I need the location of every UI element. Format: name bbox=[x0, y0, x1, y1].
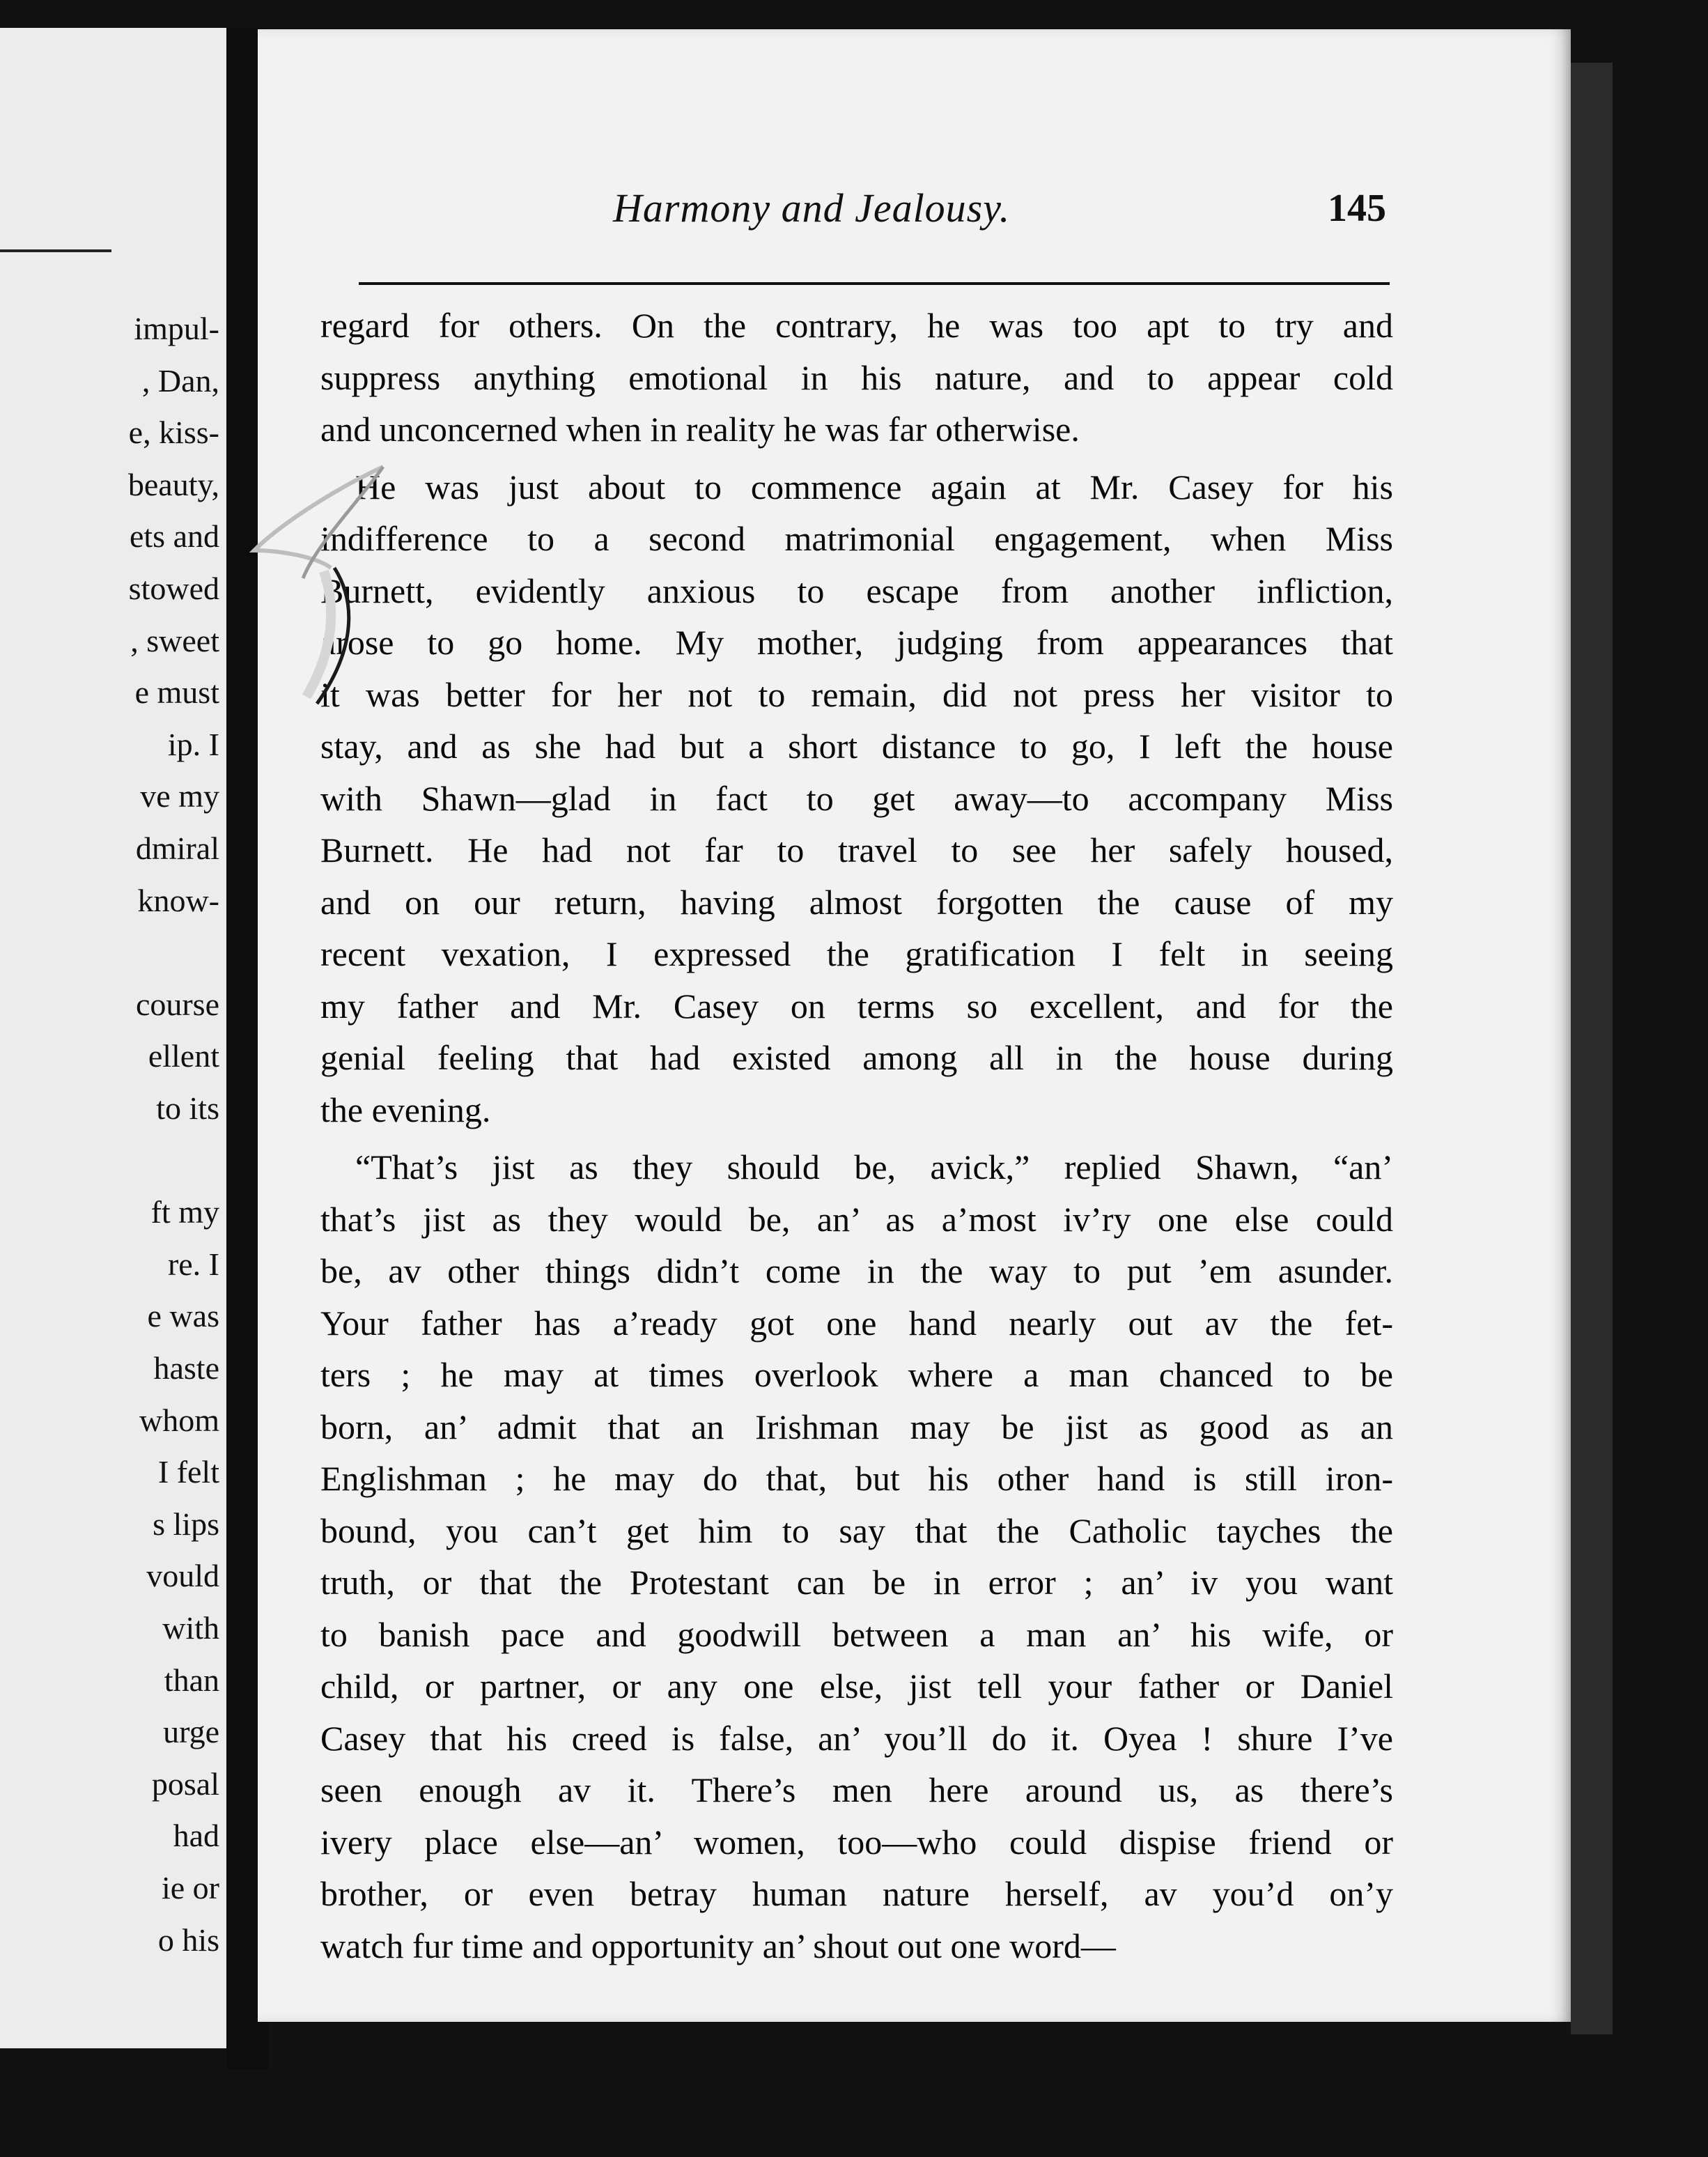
text-line: to banish pace and goodwill between a man an’ his wife, or bbox=[320, 1614, 1393, 1654]
facing-page-line: ets and bbox=[129, 518, 219, 555]
facing-page-line: vould bbox=[146, 1558, 219, 1594]
facing-page-line: e must bbox=[134, 674, 219, 711]
paragraph bbox=[320, 461, 1393, 1136]
facing-page-line: , Dan, bbox=[141, 362, 219, 399]
facing-page bbox=[0, 28, 226, 2048]
facing-page-line: to its bbox=[156, 1090, 219, 1126]
body-text bbox=[320, 300, 1393, 1972]
text-line: indifference to a second matrimonial engagement, when Miss bbox=[320, 519, 1393, 558]
text-line: arose to go home. My mother, judging from appearances that bbox=[320, 623, 1393, 662]
paragraph bbox=[320, 300, 1393, 456]
text-line: seen enough av it. There’s men here around us, as there’s bbox=[320, 1770, 1393, 1809]
facing-page-line: than bbox=[164, 1662, 219, 1698]
text-line: Casey that his creed is false, an’ you’ll do it. Oyea ! shure I’ve bbox=[320, 1718, 1393, 1758]
text-line: child, or partner, or any one else, jist tell your father or Daniel bbox=[320, 1667, 1393, 1706]
page-header bbox=[613, 185, 1386, 247]
text-line: and unconcerned when in reality he was far otherwise. bbox=[320, 410, 1080, 449]
text-line: stay, and as she had but a short distance to go, I left the house bbox=[320, 727, 1393, 766]
facing-page-line: beauty, bbox=[127, 466, 219, 502]
text-line: recent vexation, I expressed the gratification I felt in seeing bbox=[320, 934, 1393, 973]
facing-page-line: o his bbox=[157, 1922, 219, 1958]
text-line: my father and Mr. Casey on terms so excellent, and for the bbox=[320, 986, 1393, 1026]
text-line: Your father has a’ready got one hand nearly out av the fet- bbox=[320, 1303, 1393, 1343]
facing-page-line: e, kiss- bbox=[128, 415, 219, 451]
text-line: brother, or even betray human nature herself, av you’d on’y bbox=[320, 1874, 1393, 1913]
page-edge bbox=[1571, 63, 1613, 2034]
text-line: “That’s jist as they should be, avick,” replied Shawn, “an’ bbox=[355, 1147, 1393, 1186]
text-line: regard for others. On the contrary, he was too apt to try and bbox=[320, 306, 1393, 345]
facing-page-line: course bbox=[135, 986, 219, 1022]
facing-page-header-rule bbox=[0, 249, 111, 252]
text-line: genial feeling that had existed among all in the house during bbox=[320, 1038, 1393, 1077]
facing-page-line: stowed bbox=[128, 571, 219, 606]
facing-page-line: ellent bbox=[148, 1038, 219, 1074]
facing-page-line: posal bbox=[151, 1765, 219, 1802]
text-line: bound, you can’t get him to say that the Catholic tayches the bbox=[320, 1510, 1393, 1550]
text-line: Englishman ; he may do that, but his other hand is still iron- bbox=[320, 1459, 1393, 1498]
text-line: it was better for her not to remain, did not press her visitor to bbox=[320, 674, 1393, 714]
facing-page-line: know- bbox=[137, 882, 219, 918]
facing-page-line: s lips bbox=[153, 1506, 219, 1542]
text-line: that’s jist as they would be, an’ as a’most iv’ry one else could bbox=[320, 1199, 1393, 1239]
text-line: truth, or that the Protestant can be in error ; an’ iv you want bbox=[320, 1563, 1393, 1602]
text-line: be, av other things didn’t come in the way to put ’em asunder. bbox=[320, 1251, 1393, 1290]
facing-page-line: re. I bbox=[167, 1246, 219, 1282]
text-line: ivery place else—an’ women, too—who could dispise friend or bbox=[320, 1822, 1393, 1862]
facing-page-line: had bbox=[173, 1818, 219, 1854]
text-line: and on our return, having almost forgotten the cause of my bbox=[320, 882, 1393, 922]
text-line: He was just about to commence again at Mr. Casey for his bbox=[355, 467, 1393, 507]
bookmark-ribbon-icon bbox=[240, 446, 407, 711]
header-rule bbox=[359, 282, 1390, 285]
facing-page-line: I felt bbox=[157, 1454, 219, 1490]
text-line: ters ; he may at times overlook where a man chanced to be bbox=[320, 1355, 1393, 1394]
facing-page-line: urge bbox=[163, 1714, 219, 1750]
facing-page-line: ve my bbox=[140, 778, 219, 814]
text-line: born, an’ admit that an Irishman may be jist as good as an bbox=[320, 1407, 1393, 1446]
text-line: Burnett, evidently anxious to escape from another infliction, bbox=[320, 571, 1393, 610]
facing-page-line: whom bbox=[139, 1402, 219, 1438]
facing-page-line: ie or bbox=[161, 1870, 219, 1905]
facing-page-line: ft my bbox=[150, 1194, 219, 1230]
facing-page-line: impul- bbox=[134, 311, 219, 346]
paragraph bbox=[320, 1141, 1393, 1972]
running-head: Harmony and Jealousy. bbox=[613, 185, 1011, 231]
text-line: the evening. bbox=[320, 1090, 491, 1129]
page-number: 145 bbox=[1328, 187, 1386, 230]
text-line: with Shawn—glad in fact to get away—to accompany Miss bbox=[320, 778, 1393, 818]
facing-page-line: with bbox=[162, 1610, 219, 1646]
facing-page-line: , sweet bbox=[130, 622, 219, 658]
text-line: Burnett. He had not far to travel to see her safely housed, bbox=[320, 830, 1393, 869]
facing-page-line: ip. I bbox=[167, 726, 219, 762]
facing-page-line: dmiral bbox=[135, 830, 219, 866]
facing-page-line: haste bbox=[153, 1350, 219, 1386]
facing-page-line: e was bbox=[147, 1298, 219, 1334]
text-line: watch fur time and opportunity an’ shout out one word— bbox=[320, 1926, 1116, 1965]
text-line: suppress anything emotional in his nature, and to appear cold bbox=[320, 357, 1393, 397]
